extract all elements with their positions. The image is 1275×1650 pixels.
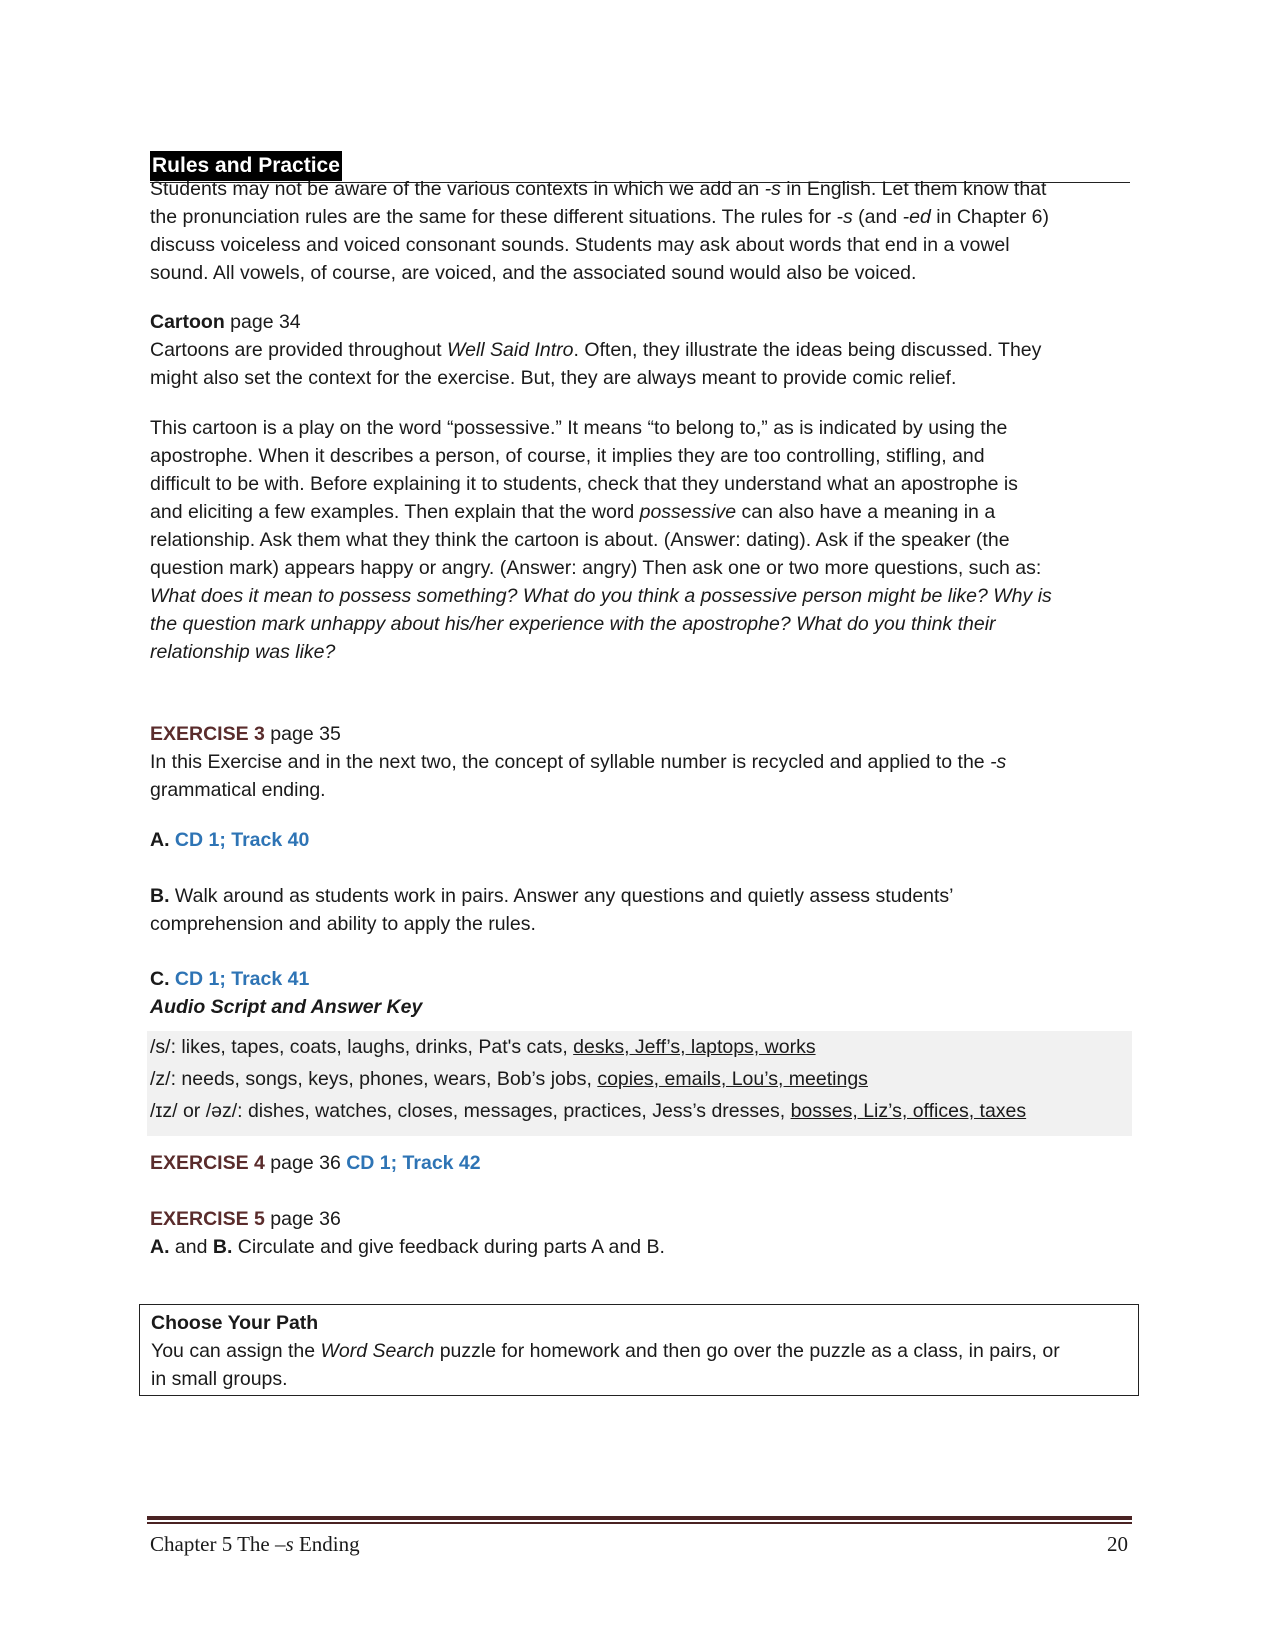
chapter-title: Chapter 5 The –s Ending: [150, 1532, 360, 1556]
choose-your-path-title: Choose Your Path: [151, 1312, 319, 1334]
exercise-3-part-b: B. Walk around as students work in pairs. Answer any questions and quietly assess students’ comprehension and ability to apply the rules.: [150, 885, 954, 935]
audio-track-link: CD 1; Track 42: [346, 1152, 481, 1174]
choose-your-path-box: Choose Your Path You can assign the Word Search puzzle for homework and then go over the puzzle as a class, in pairs, or in small groups.: [139, 1304, 1139, 1396]
section-heading: Rules and Practice: [150, 151, 342, 181]
page-footer: [150, 1530, 1128, 1558]
footer-rule-thick: [147, 1516, 1132, 1520]
exercise-3-part-a: A. CD 1; Track 40: [150, 829, 310, 851]
audio-track-link: CD 1; Track 40: [174, 829, 310, 851]
footer-rule-thin: [147, 1522, 1132, 1524]
cartoon-section: Cartoon page 34 Cartoons are provided throughout Well Said Intro. Often, they illustrate the ideas being discussed. They might also set the context for the exercise. But, they are always meant to provide comic relief.: [150, 308, 1125, 392]
exercise-3-part-c: C. CD 1; Track 41 Audio Script and Answer Key: [150, 965, 1125, 1021]
cartoon-heading: Cartoon page 34: [150, 311, 301, 333]
answer-key-box: [147, 1031, 1132, 1136]
book-title: Well Said Intro: [447, 339, 574, 361]
intro-line: Students may not be aware of the various contexts in which we add an -s in English. Let them know that: [150, 178, 1047, 200]
audio-track-link: CD 1; Track 41: [174, 968, 310, 990]
intro-line: the pronunciation rules are the same for these different situations. The rules for -s (and -ed in Chapter 6): [150, 206, 1049, 228]
intro-line: sound. All vowels, of course, are voiced, and the associated sound would also be voiced.: [150, 262, 917, 284]
exercise-4-section: EXERCISE 4 page 36 CD 1; Track 42: [150, 1152, 481, 1174]
exercise-5-section: EXERCISE 5 page 36 A. and B. Circulate and give feedback during parts A and B.: [150, 1208, 665, 1258]
intro-paragraph: [150, 175, 1125, 287]
intro-line: discuss voiceless and voiced consonant sounds. Students may ask about words that end in a vowel: [150, 234, 1010, 256]
answer-key-title: Audio Script and Answer Key: [150, 996, 423, 1018]
answer-key-row: /ɪz/ or /əz/: dishes, watches, closes, messages, practices, Jess’s dresses, bosses, Liz’s, offices, taxes: [150, 1100, 1027, 1122]
answer-key-row: /z/: needs, songs, keys, phones, wears, Bob’s jobs, copies, emails, Lou’s, meetings: [150, 1068, 868, 1090]
page-number: 20: [1107, 1532, 1128, 1556]
exercise-3-heading: EXERCISE 3 page 35: [150, 723, 341, 745]
exercise-3-section: EXERCISE 3 page 35 In this Exercise and in the next two, the concept of syllable number is recycled and applied to the -s grammatical ending.: [150, 720, 1125, 804]
cartoon-explanation: This cartoon is a play on the word “possessive.” It means “to belong to,” as is indicated by using the apostrophe. When it describes a person, of course, it implies they are too controlling, stifling, and difficult to be with. Before explaining it to students, check that they understand what an apostrophe is and eliciting a few examples. Then explain that the word possessive can also have a meaning in a relationship. Ask them what they think the cartoon is about. (Answer: dating). Ask if the speaker (the question mark) appears happy or angry. (Answer: angry) Then ask one or two more questions, such as: What does it mean to possess something? What do you think a possessive person might be like? Why is the question mark unhappy about his/her experience with the apostrophe? What do you think their relationship was like?: [150, 417, 1052, 663]
answer-key-row: /s/: likes, tapes, coats, laughs, drinks, Pat's cats, desks, Jeff’s, laptops, works: [150, 1036, 816, 1058]
document-page: [150, 0, 1130, 1650]
